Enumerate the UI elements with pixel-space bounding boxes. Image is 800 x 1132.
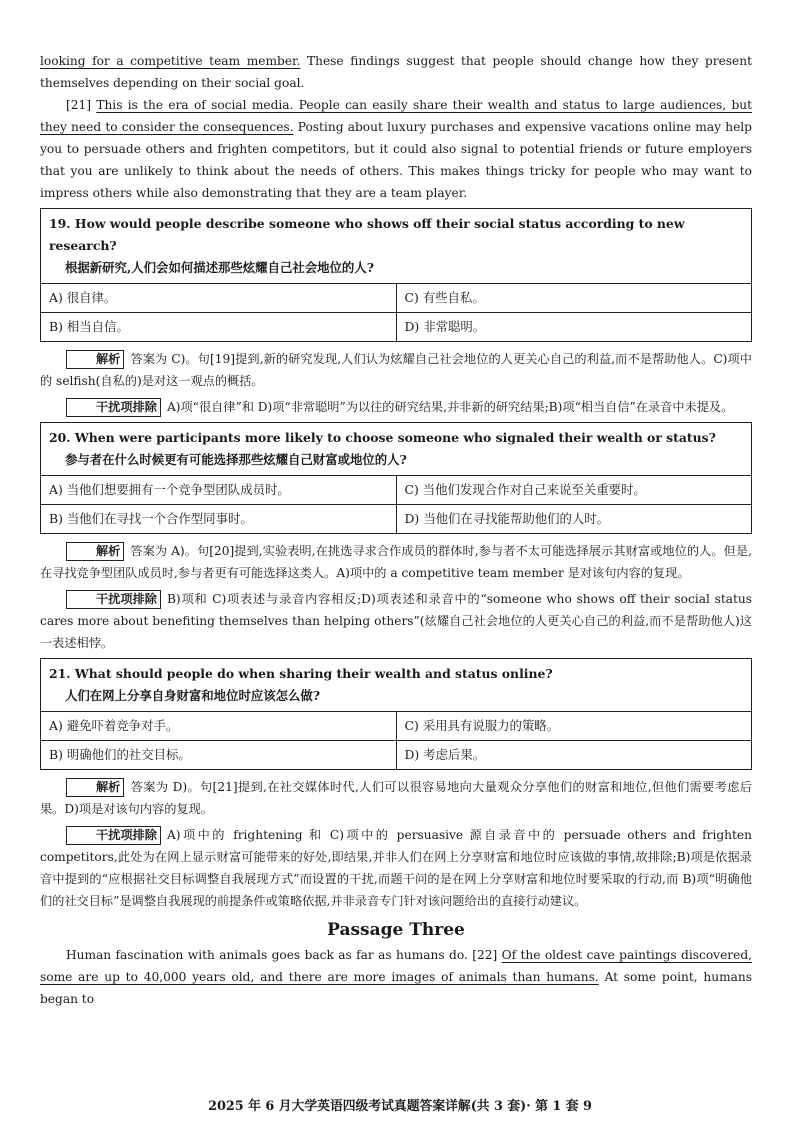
option-a: A) 避免吓着竞争对手。 [41,712,397,741]
analysis-21 [40,776,752,820]
analysis-text: 答案为 C)。句[19]提到,新的研究发现,人们认为炫耀自己社会地位的人更关心自己的利益,而不是帮助他人。C)项中的 selfish(自私的)是对这一观点的概括。 [40,352,752,388]
option-d: D) 考虑后果。 [396,741,752,770]
analysis-19 [40,348,752,392]
analysis-tag: 解析 [66,542,124,561]
distractor-text: A)项“很自律”和 D)项“非常聪明”为以往的研究结果,并非新的研究结果;B)项“相当自信”在录音中未提及。 [166,400,734,414]
question-cn: 人们在网上分享自身财富和地位时应该怎么做? [65,688,321,703]
distractor-tag: 干扰项排除 [66,398,161,417]
distractor-text: B)项和 C)项表述与录音内容相反;D)项表述和录音中的“someone who shows off their social status cares more about benefiting themselves than helping others”(炫耀自己社会地位的人更关心自己的利益,而不是帮助他人)这一表述相悖。 [40,592,752,650]
question-en: 19. How would people describe someone who shows off their social status according to new research? [49,216,685,253]
option-c: C) 有些自私。 [396,284,752,313]
option-b: B) 相当自信。 [41,313,397,342]
distractor-19 [40,396,752,418]
analysis-tag: 解析 [66,778,124,797]
passage-three-text [40,944,752,1010]
paragraph-text: Human fascination with animals goes back as far as humans do. [22] [66,948,502,962]
paragraph-text: These findings suggest that people should change how they present themselves depending on their social goal. [40,54,752,90]
option-b: B) 当他们在寻找一个合作型同事时。 [41,505,397,534]
distractor-tag: 干扰项排除 [66,590,161,609]
paragraph-21 [40,94,752,204]
underlined-sentence: This is the era of social media. People can easily share their wealth and status to large audiences, but they need to consider the consequences. [40,98,752,134]
option-d: D) 非常聪明。 [396,313,752,342]
option-c: C) 采用具有说服力的策略。 [396,712,752,741]
question-cn: 根据新研究,人们会如何描述那些炫耀自己社会地位的人? [65,260,374,275]
question-21-table [40,658,752,770]
distractor-21 [40,824,752,912]
analysis-tag: 解析 [66,350,124,369]
option-a: A) 很自律。 [41,284,397,313]
question-cn: 参与者在什么时候更有可能选择那些炫耀自己财富或地位的人? [65,452,407,467]
question-21-stem [41,659,752,712]
option-d: D) 当他们在寻找能帮助他们的人时。 [396,505,752,534]
distractor-20 [40,588,752,654]
underlined-sentence: Of the oldest cave paintings discovered, some are up to 40,000 years old, and there are more images of animals than humans. [40,948,752,984]
option-a: A) 当他们想要拥有一个竞争型团队成员时。 [41,476,397,505]
analysis-text: 答案为 D)。句[21]提到,在社交媒体时代,人们可以很容易地向大量观众分享他们的财富和地位,但他们需要考虑后果。D)项是对该句内容的复现。 [40,780,752,816]
question-en: 21. What should people do when sharing their wealth and status online? [49,666,553,681]
analysis-20 [40,540,752,584]
distractor-tag: 干扰项排除 [66,826,161,845]
option-c: C) 当他们发现合作对自己来说至关重要时。 [396,476,752,505]
paragraph-20-end [40,0,752,94]
page-footer: 2025 年 6 月大学英语四级考试真题答案详解(共 3 套)· 第 1 套 9 [208,1099,592,1114]
question-19-table [40,208,752,342]
question-en: 20. When were participants more likely to choose someone who signaled their wealth or status? [49,430,716,445]
distractor-text: A)项中的 frightening 和 C)项中的 persuasive 源自录音中的 persuade others and frighten competitors,此处为在网上显示财富可能带来的好处,即结果,并非人们在网上分享财富和地位时应该做的事情,故排除;B)项是依据录音中提到的“应根据社交目标调整自我展现方式”而设置的干扰,而题干问的是在网上分享财富和地位时要采取的行动,而 B)项“明确他们的社交目标”是调整自我展现的前提条件或策略依据,并非录音专门针对该问题给出的直接行动建议。 [40,828,752,908]
underlined-sentence: looking for a competitive team member. [40,54,301,68]
paragraph-text: At some point, humans began to [40,970,752,1006]
analysis-text: 答案为 A)。句[20]提到,实验表明,在挑选寻求合作成员的群体时,参与者不太可能选择展示其财富或地位的人。但是,在寻找竞争型团队成员时,参与者更有可能选择这类人。A)项中的 a competitive team member 是对该句内容的复现。 [40,544,752,580]
option-b: B) 明确他们的社交目标。 [41,741,397,770]
passage-title: Passage Three [327,920,465,940]
paragraph-text: Posting about luxury purchases and expensive vacations online may help you to persuade others and frighten competitors, but it could also signal to potential friends or future employers that you are unlikely to think about the needs of others. This makes things tricky for people who may want to impress others while also demonstrating that they are a team player. [40,120,752,200]
question-19-stem [41,209,752,284]
question-20-table [40,422,752,534]
sentence-number: [21] [66,98,92,112]
question-20-stem [41,423,752,476]
